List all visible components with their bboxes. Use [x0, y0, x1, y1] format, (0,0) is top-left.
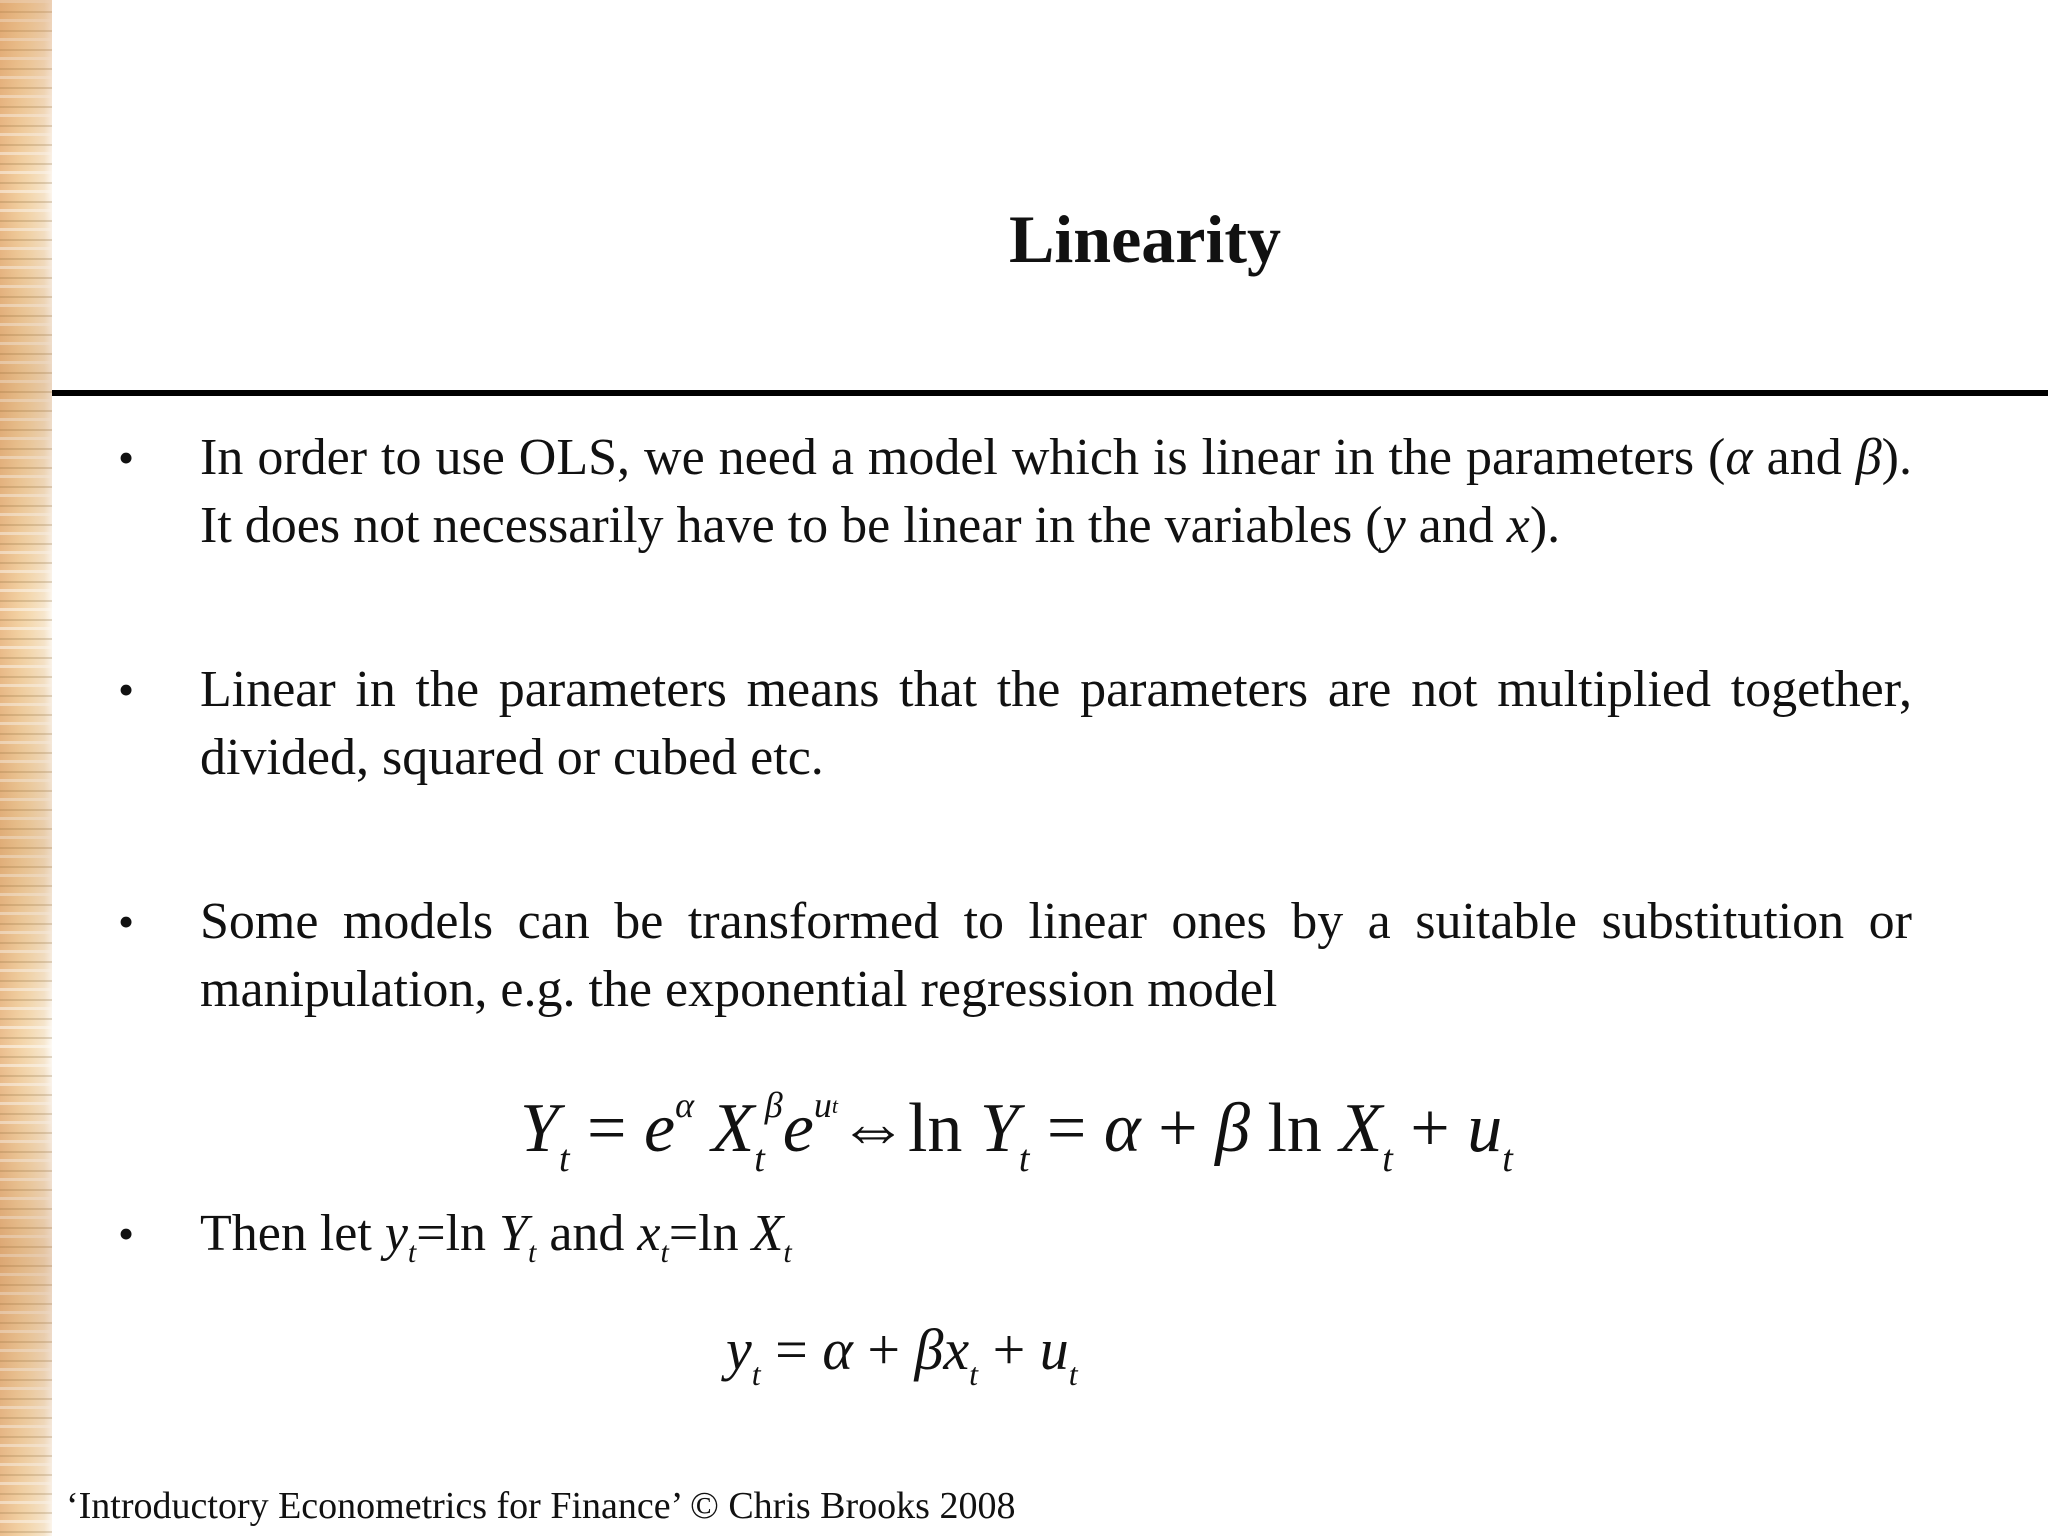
decorative-side-strip — [0, 0, 52, 1536]
exponential-regression-equation: $Y_t = e^\alpha$ $X_t^\beta e^{ut}\Leftrightarrow\ln$ $Y_t = \alpha + \beta$ $\ln X_t + u_t$ — [520, 1085, 1513, 1180]
bullet-marker: • — [118, 896, 135, 947]
footer-copyright: ‘Introductory Econometrics for Finance’ © Chris Brooks 2008 — [66, 1485, 1016, 1527]
bullet-text: Linear in the parameters means that the parameters are not multiplied together, divided, squared or cubed etc. — [200, 661, 1912, 786]
slide-title: Linearity — [1009, 201, 1281, 277]
bullet-text: Then let $y_t=\ln$ $Y_t$ and $x_t=\ln$ $X_t$ — [200, 1205, 792, 1269]
bullet-marker: • — [118, 664, 135, 715]
bullet-text: Some models can be transformed to linear ones by a suitable substitution or manipulation, e.g. the exponential regression model — [200, 893, 1912, 1018]
title-divider — [52, 390, 2048, 396]
linear-regression-equation: $y_t = \alpha + \beta x_t + u_t$ — [726, 1317, 1078, 1392]
bullet-marker: • — [118, 432, 135, 483]
bullet-marker: • — [118, 1208, 135, 1259]
bullet-text: In order to use OLS, we need a model which is linear in the parameters (α and β). It does not necessarily have to be linear in the variables (y and x). — [200, 429, 1912, 554]
